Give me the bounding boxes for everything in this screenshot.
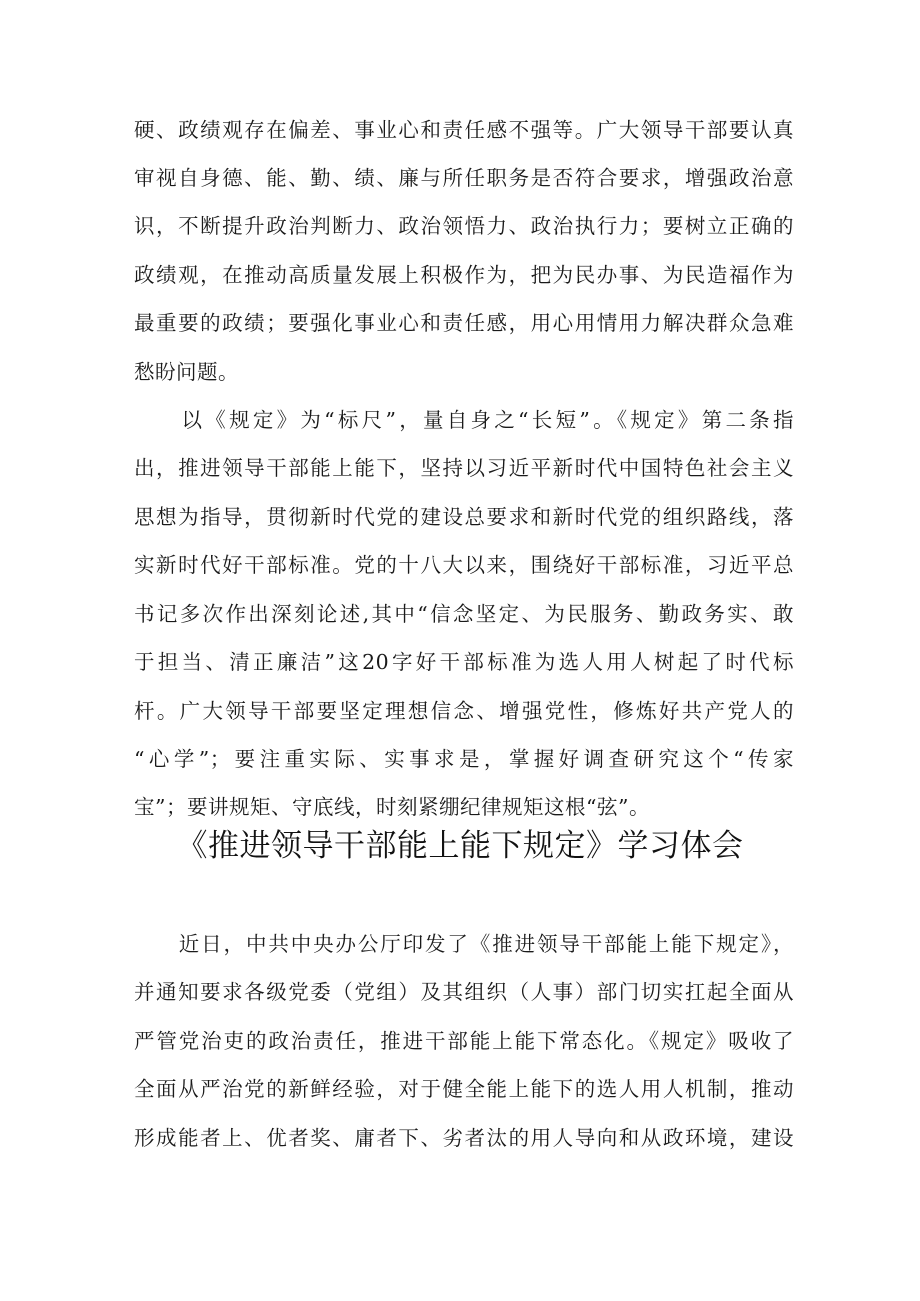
text-line: 近日，中共中央办公厅印发了《推进领导干部能上能下规定》， — [134, 932, 794, 956]
text-line: “心学”；要注重实际、实事求是，掌握好调查研究这个“传家 — [134, 747, 794, 771]
text-line: 严管党治吏的政治责任，推进干部能上能下常态化。《规定》吸收了 — [134, 1029, 794, 1053]
text-line: 书记多次作出深刻论述,其中“信念坚定、为民服务、勤政务实、敢 — [134, 602, 794, 626]
text-line: 审视自身德、能、勤、绩、廉与所任职务是否符合要求，增强政治意 — [134, 166, 794, 190]
text-line: 于担当、清正廉洁”这20字好干部标准为选人用人树起了时代标 — [134, 650, 794, 674]
text-line: 政绩观，在推动高质量发展上积极作为，把为民办事、为民造福作为 — [134, 263, 794, 287]
text-line: 硬、政绩观存在偏差、事业心和责任感不强等。广大领导干部要认真 — [134, 118, 794, 142]
text-line: 识，不断提升政治判断力、政治领悟力、政治执行力；要树立正确的 — [134, 214, 794, 238]
text-line: 实新时代好干部标准。党的十八大以来，围绕好干部标准，习近平总 — [134, 553, 794, 577]
article-title: 《推进领导干部能上能下规定》学习体会 — [176, 828, 744, 864]
text-line: 宝”；要讲规矩、守底线，时刻紧绷纪律规矩这根“弦”。 — [134, 795, 650, 819]
text-line: 思想为指导，贯彻新时代党的建设总要求和新时代党的组织路线，落 — [134, 505, 794, 529]
text-line: 愁盼问题。 — [134, 360, 239, 384]
text-line: 形成能者上、优者奖、庸者下、劣者汰的用人导向和从政环境，建设 — [134, 1126, 794, 1150]
text-line: 最重要的政绩；要强化事业心和责任感，用心用情用力解决群众急难 — [134, 311, 794, 335]
text-line: 以《规定》为“标尺”，量自身之“长短”。《规定》第二条指 — [134, 408, 794, 432]
text-line: 出，推进领导干部能上能下，坚持以习近平新时代中国特色社会主义 — [134, 456, 794, 480]
text-line: 杆。广大领导干部要坚定理想信念、增强党性，修炼好共产党人的 — [134, 699, 794, 723]
text-line: 并通知要求各级党委（党组）及其组织（人事）部门切实扛起全面从 — [134, 980, 794, 1004]
text-line: 全面从严治党的新鲜经验，对于健全能上能下的选人用人机制，推动 — [134, 1077, 794, 1101]
